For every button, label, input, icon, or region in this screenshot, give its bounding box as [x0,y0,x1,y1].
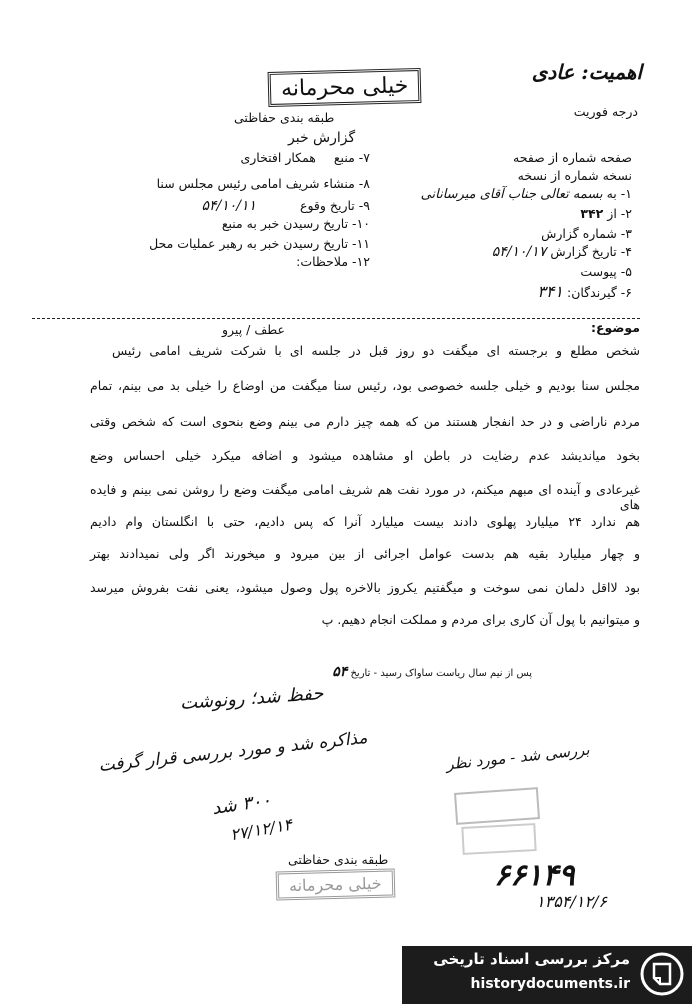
hand-note-3: ۳۰۰ شد [210,789,273,820]
history-documents-icon [640,952,684,996]
watermark-logo [402,946,692,1004]
body-line: و چهار میلیارد بقیه هم بدست عوامل اجرائی از بین میرود و میخورند اگر ولی نمیدادند بهتر [90,546,640,561]
field-from: ۲- از ۳۴۲ [580,206,632,221]
field-copy: نسخه شماره از نسخه [517,168,632,183]
body-line: بخود میاندیشد عدم رضایت در باطن او مشاهده میشود و اضافه میکرد خیلی احساس وضع [90,448,640,463]
faint-stamp [461,823,536,855]
field-event-date-value: ۵۴/۱۰/۱۱ [201,198,257,214]
urgency-handwritten: اهمیت: عادی [531,60,642,84]
body-line: مردم ناراضی و در حد انفجار هستند من که همه چیز دارم می بینم وضع بنحوی است که شخص وقتی [90,414,640,429]
field-received-leader: ۱۱- تاریخ رسیدن خبر به رهبر عملیات محل [149,236,370,251]
watermark-title: مرکز بررسی اسناد تاریخی [433,950,630,968]
doc-date: ۱۳۵۴/۱۲/۶ [536,892,607,911]
field-report-date-value: ۵۴/۱۰/۱۷ [491,244,547,260]
printed-note-value: ۵۴ [332,664,348,680]
field-report-date: ۴- تاریخ گزارش ۵۴/۱۰/۱۷ [491,244,632,260]
footer-secrecy-stamp: خیلی محرمانه [276,868,395,900]
field-page: صفحه شماره از صفحه [513,150,632,165]
divider [32,318,640,319]
field-source: ۷- منبع همکار افتخاری [240,150,370,165]
field-origin-value: شریف امامی رئیس مجلس سنا [156,176,320,191]
field-remarks: ۱۲- ملاحظات: [296,254,370,269]
fields-left [130,150,370,272]
urgency-label: درجه فوریت [573,104,638,119]
secrecy-stamp: خیلی محرمانه [268,68,422,107]
hand-note-2: مذاکره شد و مورد بررسی قرار گرفت [97,727,369,777]
doc-number: ۶۶۱۴۹ [494,858,575,893]
body-line: مجلس سنا بودیم و خیلی جلسه خصوصی بود، رئیس سنا میگفت من اوضاع را خیلی بد می بینم، تمام [90,378,640,393]
field-event-date: ۹- تاریخ وقوع ۵۴/۱۰/۱۱ [201,198,370,214]
field-source-value: همکار افتخاری [240,150,316,165]
body-line: هم ندارد ۲۴ میلیارد پهلوی دادند بیست میلیارد آنرا که پس دادیم، حتی با انگلستان وام دادیم [90,514,640,529]
faint-stamp [454,787,540,825]
field-attachment: ۵- پیوست [580,264,632,279]
hand-note-1: حفظ شد؛ رونوشت [179,683,325,714]
secrecy-label: طبقه بندی حفاظتی [234,110,335,125]
field-received-source: ۱۰- تاریخ رسیدن خبر به منبع [221,216,370,231]
hand-note-date: ۲۷/۱۲/۱۴ [228,814,294,845]
body-line: شخص مطلع و برجسته ای میگفت دو روز قبل در جلسه ای با شرکت شریف امامی رئیس [112,343,640,358]
field-origin: ۸- منشاء شریف امامی رئیس مجلس سنا [156,176,370,191]
hand-note-right: بررسی شد - مورد نظر [445,740,591,774]
field-from-value: ۳۴۲ [580,206,604,221]
body-line: غیرعادی و آینده ای مبهم میکنم، در مورد نفت هم شریف امامی میگفت وضع را روشن نمی بینم و فایده های [90,482,640,512]
watermark-url: historydocuments.ir [470,976,630,992]
fields-right [382,150,632,302]
report-title: گزارش خبر [288,130,356,146]
body-line: و میتوانیم با پول آن کاری برای مردم و مملکت انجام دهیم. پ [321,612,640,627]
body-line: بود لااقل دلمان نمی سوخت و میگفتیم یکروز بالاخره پول وصول میشود، یعنی نفت بفروش میرسد [90,580,640,595]
field-recipients: ۶- گیرندگان: ۳۴۱ [537,282,632,301]
subject-label: موضوع: [590,320,640,335]
field-to-value: بسمه تعالی جناب آقای میرسانانی [420,187,603,202]
field-recipients-value: ۳۴۱ [537,282,563,301]
printed-note: پس از نیم سال ریاست ساواک رسید - تاریخ ۵۴ [332,664,532,680]
reference-label: عطف / پیرو [222,322,285,337]
field-to: ۱- به بسمه تعالی جناب آقای میرسانانی [420,186,632,202]
field-report-number: ۳- شماره گزارش [541,226,632,241]
footer-secrecy-label: طبقه بندی حفاظتی [288,852,389,867]
